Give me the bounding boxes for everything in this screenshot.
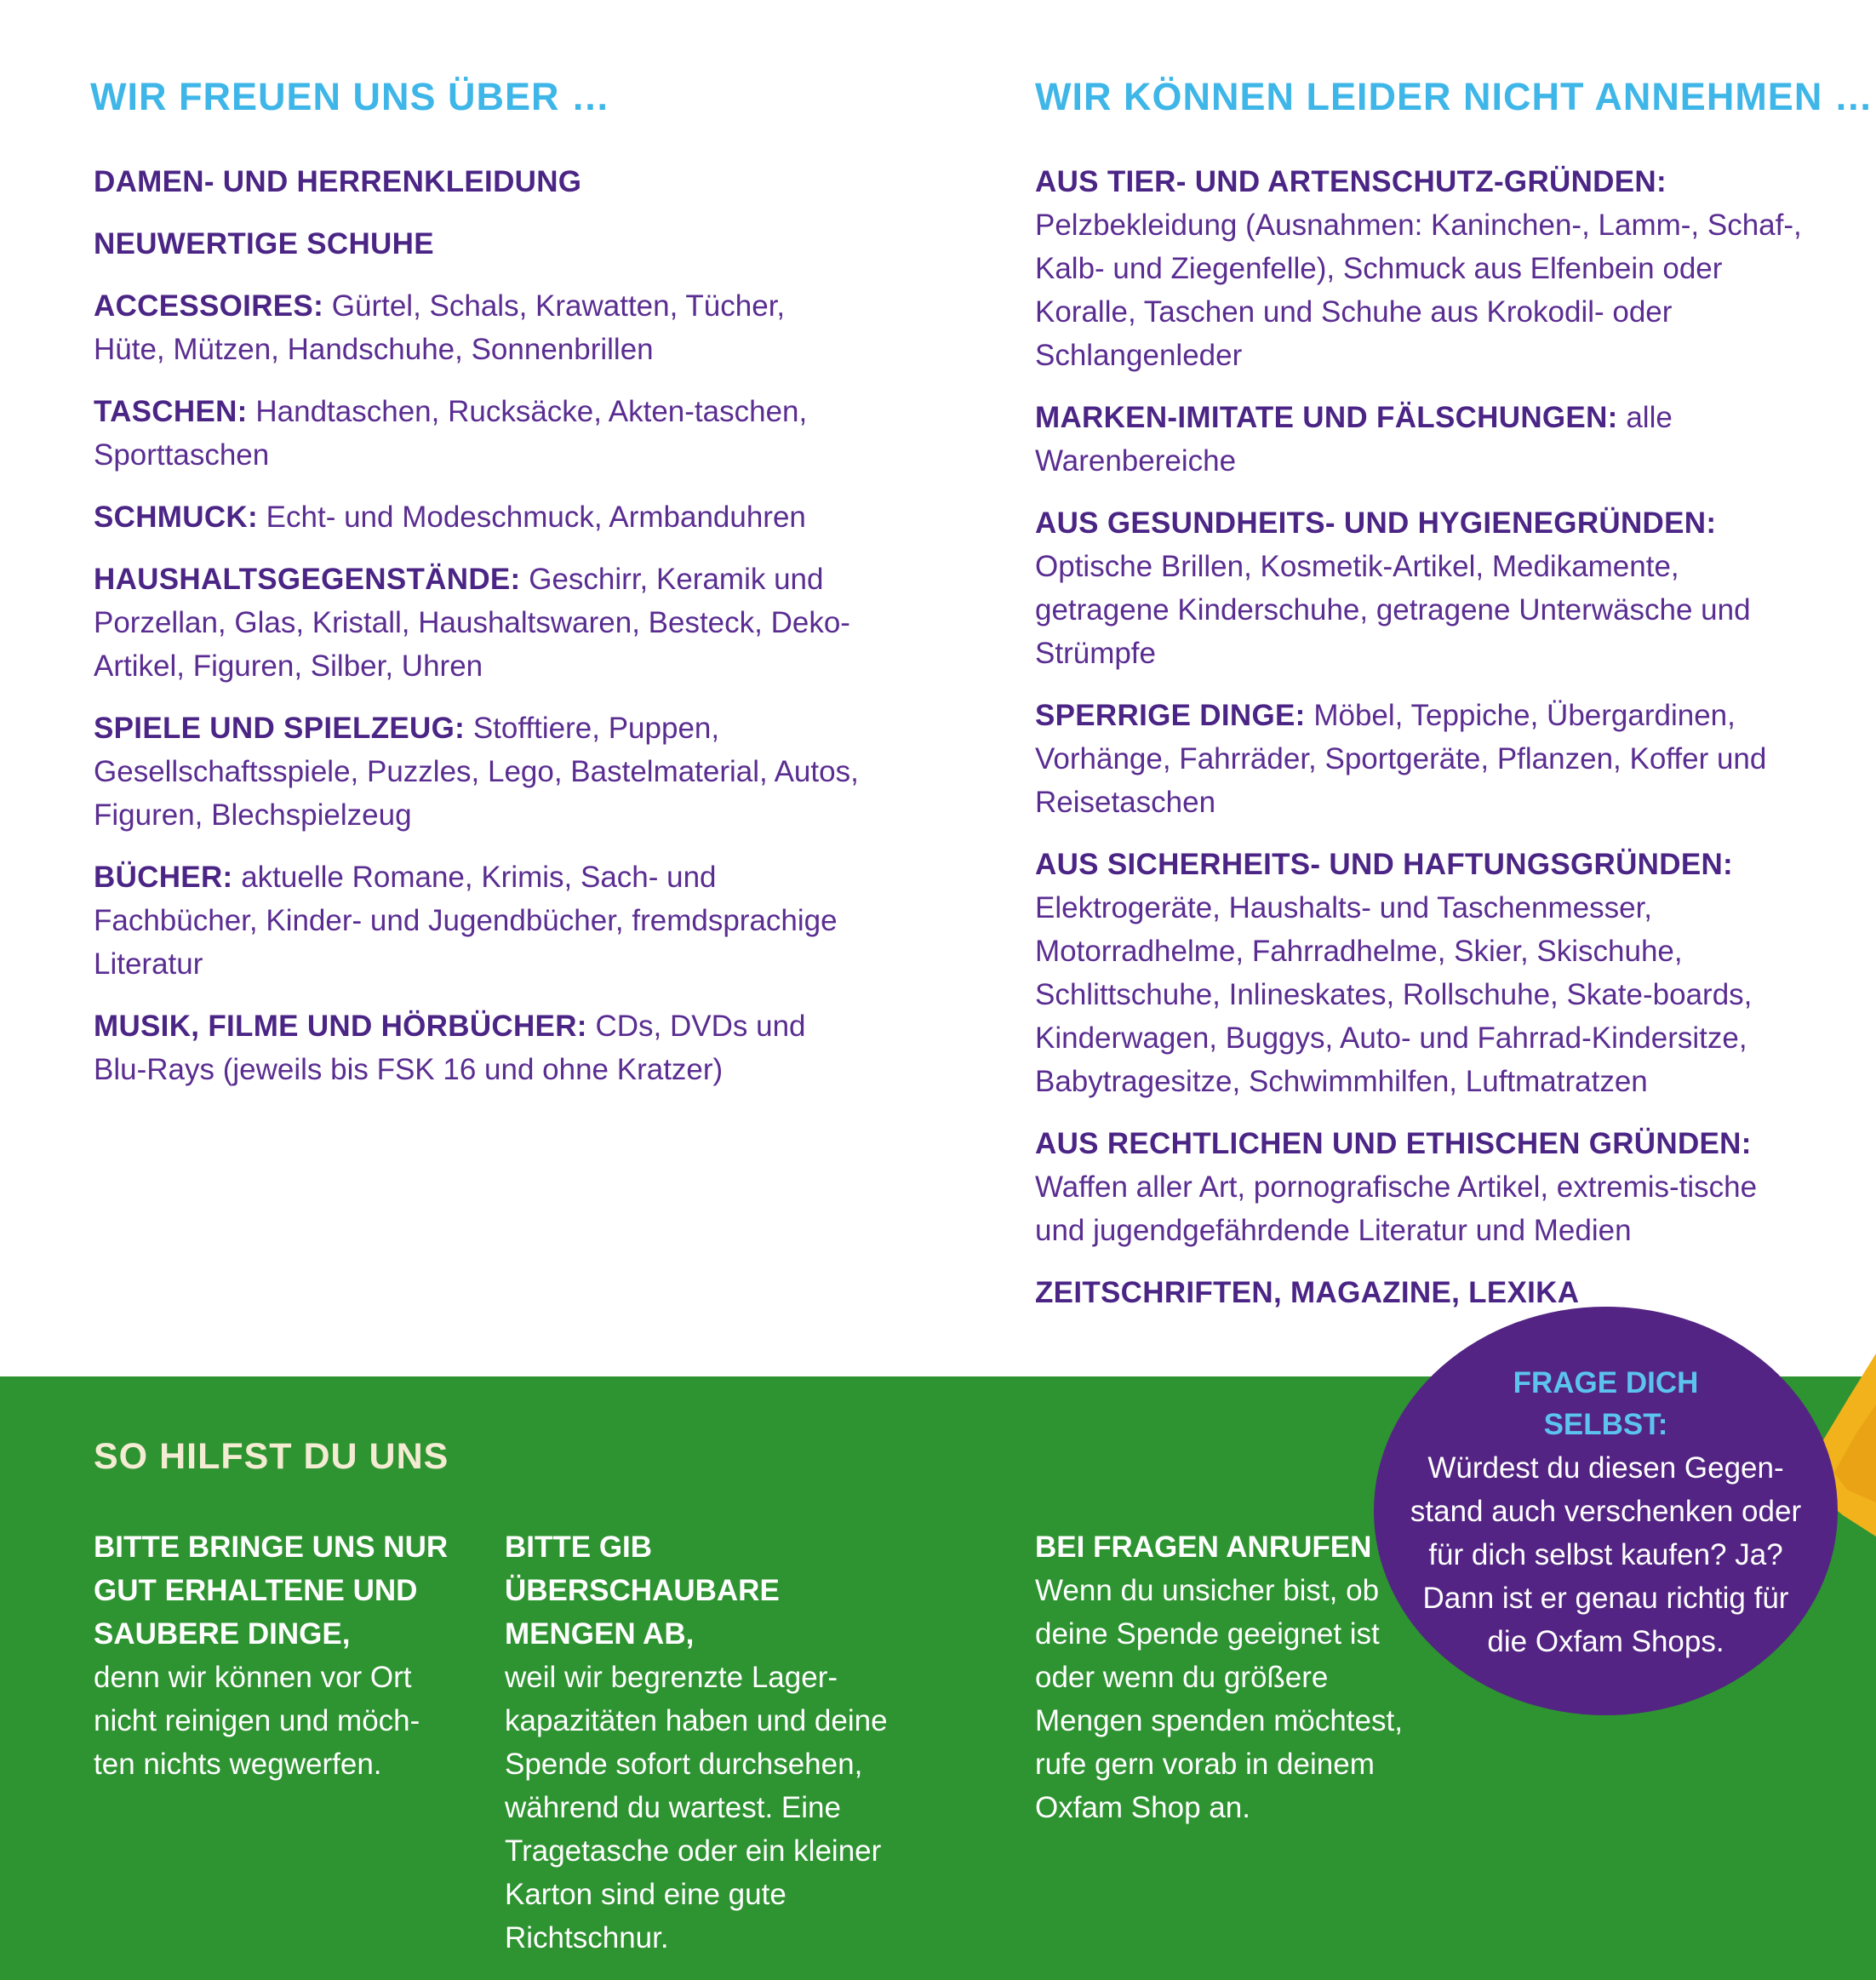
list-item	[1035, 501, 1810, 675]
tip-text: denn wir können vor Ort nicht reinigen und möch-ten nichts wegwerfen.	[94, 1661, 420, 1781]
item-text: Waffen aller Art, pornografische Artikel, extremis-tische und jugendgefährdende Literatur und Medien	[1035, 1170, 1758, 1247]
item-label: DAMEN- UND HERRENKLEIDUNG	[94, 165, 582, 198]
item-text: CDs, DVDs und Blu-Rays (jeweils bis FSK 16 und ohne Kratzer)	[94, 1010, 806, 1086]
list-item	[94, 222, 860, 266]
item-text: Geschirr, Keramik und Porzellan, Glas, Kristall, Haushaltswaren, Besteck, Deko-Artikel, Figuren, Silber, Uhren	[94, 563, 850, 683]
item-text: Pelzbekleidung (Ausnahmen: Kaninchen-, Lamm-, Schaf-, Kalb- und Ziegenfelle), Schmuck aus Elfenbein oder Koralle, Taschen und Schuhe aus Krokodil- oder Schlangenleder	[1035, 209, 1802, 372]
bubble-text: Würdest du diesen Gegen-stand auch verschenken oder für dich selbst kaufen? Ja? Dann ist er genau richtig für die Oxfam Shops.	[1410, 1451, 1802, 1658]
item-label: SCHMUCK:	[94, 501, 258, 534]
item-label: AUS SICHERHEITS- UND HAFTUNGSGRÜNDEN:	[1035, 848, 1733, 881]
list-item	[94, 707, 860, 837]
help-title: SO HILFST DU UNS	[94, 1436, 449, 1477]
item-text: alle Warenbereiche	[1035, 401, 1673, 478]
item-label: NEUWERTIGE SCHUHE	[94, 227, 434, 260]
tip-call-with-questions	[1035, 1525, 1410, 1829]
list-item	[1035, 843, 1810, 1103]
list-item	[94, 856, 860, 986]
ask-yourself-bubble	[1374, 1307, 1838, 1715]
tip-text: weil wir begrenzte Lager-kapazitäten haben und deine Spende sofort durchsehen, während du wartest. Eine Tragetasche oder ein kleiner Karton sind eine gute Richtschnur.	[505, 1661, 888, 1954]
item-label: MUSIK, FILME UND HÖRBÜCHER:	[94, 1010, 587, 1043]
tip-heading: BITTE BRINGE UNS NUR GUT ERHALTENE UND SAUBERE DINGE,	[94, 1531, 449, 1651]
item-label: SPIELE UND SPIELZEUG:	[94, 712, 466, 745]
item-text: Gürtel, Schals, Krawatten, Tücher, Hüte, Mützen, Handschuhe, Sonnenbrillen	[94, 289, 786, 366]
item-label: ZEITSCHRIFTEN, MAGAZINE, LEXIKA	[1035, 1276, 1580, 1309]
list-item	[1035, 160, 1810, 377]
rejected-list	[1035, 160, 1810, 1333]
item-text: Handtaschen, Rucksäcke, Akten-taschen, Sporttaschen	[94, 395, 808, 472]
list-item	[1035, 1122, 1810, 1252]
item-text: aktuelle Romane, Krimis, Sach- und Fachbücher, Kinder- und Jugendbücher, fremdsprachige Literatur	[94, 861, 838, 981]
item-label: AUS GESUNDHEITS- UND HYGIENEGRÜNDEN:	[1035, 506, 1717, 540]
list-item	[94, 390, 860, 477]
list-item	[94, 160, 860, 203]
list-item	[1035, 396, 1810, 483]
item-label: SPERRIGE DINGE:	[1035, 699, 1306, 732]
donations-rejected-heading: WIR KÖNNEN LEIDER NICHT ANNEHMEN …	[1035, 75, 1873, 118]
item-label: MARKEN-IMITATE UND FÄLSCHUNGEN:	[1035, 401, 1618, 434]
donations-accepted-heading: WIR FREUEN UNS ÜBER …	[90, 75, 611, 118]
list-item	[1035, 1271, 1810, 1314]
item-label: AUS RECHTLICHEN UND ETHISCHEN GRÜNDEN:	[1035, 1127, 1752, 1160]
item-text: Elektrogeräte, Haushalts- und Taschenmesser, Motorradhelme, Fahrradhelme, Skier, Skischuhe, Schlittschuhe, Inlineskates, Rollschuhe, Skate-boards, Kinderwagen, Buggys, Auto- und Fahrrad-Kindersitze, Babytragesitze, Schwimmhilfen, Luftmatratzen	[1035, 891, 1753, 1098]
item-text: Möbel, Teppiche, Übergardinen, Vorhänge, Fahrräder, Sportgeräte, Pflanzen, Koffer und Reisetaschen	[1035, 699, 1767, 819]
tip-heading: BITTE GIB ÜBERSCHAUBARE MENGEN AB,	[505, 1531, 780, 1651]
item-label: ACCESSOIRES:	[94, 289, 324, 323]
item-text: Echt- und Modeschmuck, Armbanduhren	[266, 501, 806, 534]
item-label: AUS TIER- UND ARTENSCHUTZ-GRÜNDEN:	[1035, 165, 1667, 198]
item-label: TASCHEN:	[94, 395, 248, 428]
list-item	[94, 558, 860, 688]
tip-text: Wenn du unsicher bist, ob deine Spende geeignet ist oder wenn du größere Mengen spenden möchtest, rufe gern vorab in deinem Oxfam Shop an.	[1035, 1574, 1403, 1824]
item-text: Optische Brillen, Kosmetik-Artikel, Medikamente, getragene Kinderschuhe, getragene Unterwäsche und Strümpfe	[1035, 550, 1751, 670]
tip-heading: BEI FRAGEN ANRUFEN	[1035, 1531, 1372, 1564]
bubble-title: FRAGE DICH SELBST:	[1513, 1366, 1699, 1441]
list-item	[94, 495, 860, 539]
item-text: Stofftiere, Puppen, Gesellschaftsspiele, Puzzles, Lego, Bastelmaterial, Autos, Figuren, Blechspielzeug	[94, 712, 859, 832]
list-item	[94, 284, 860, 371]
list-item	[94, 1004, 860, 1091]
item-label: BÜCHER:	[94, 861, 233, 894]
item-label: HAUSHALTSGEGENSTÄNDE:	[94, 563, 521, 596]
tip-manageable-amounts	[505, 1525, 905, 1960]
list-item	[1035, 694, 1810, 824]
tip-clean-items	[94, 1525, 460, 1786]
accepted-list	[94, 160, 860, 1110]
